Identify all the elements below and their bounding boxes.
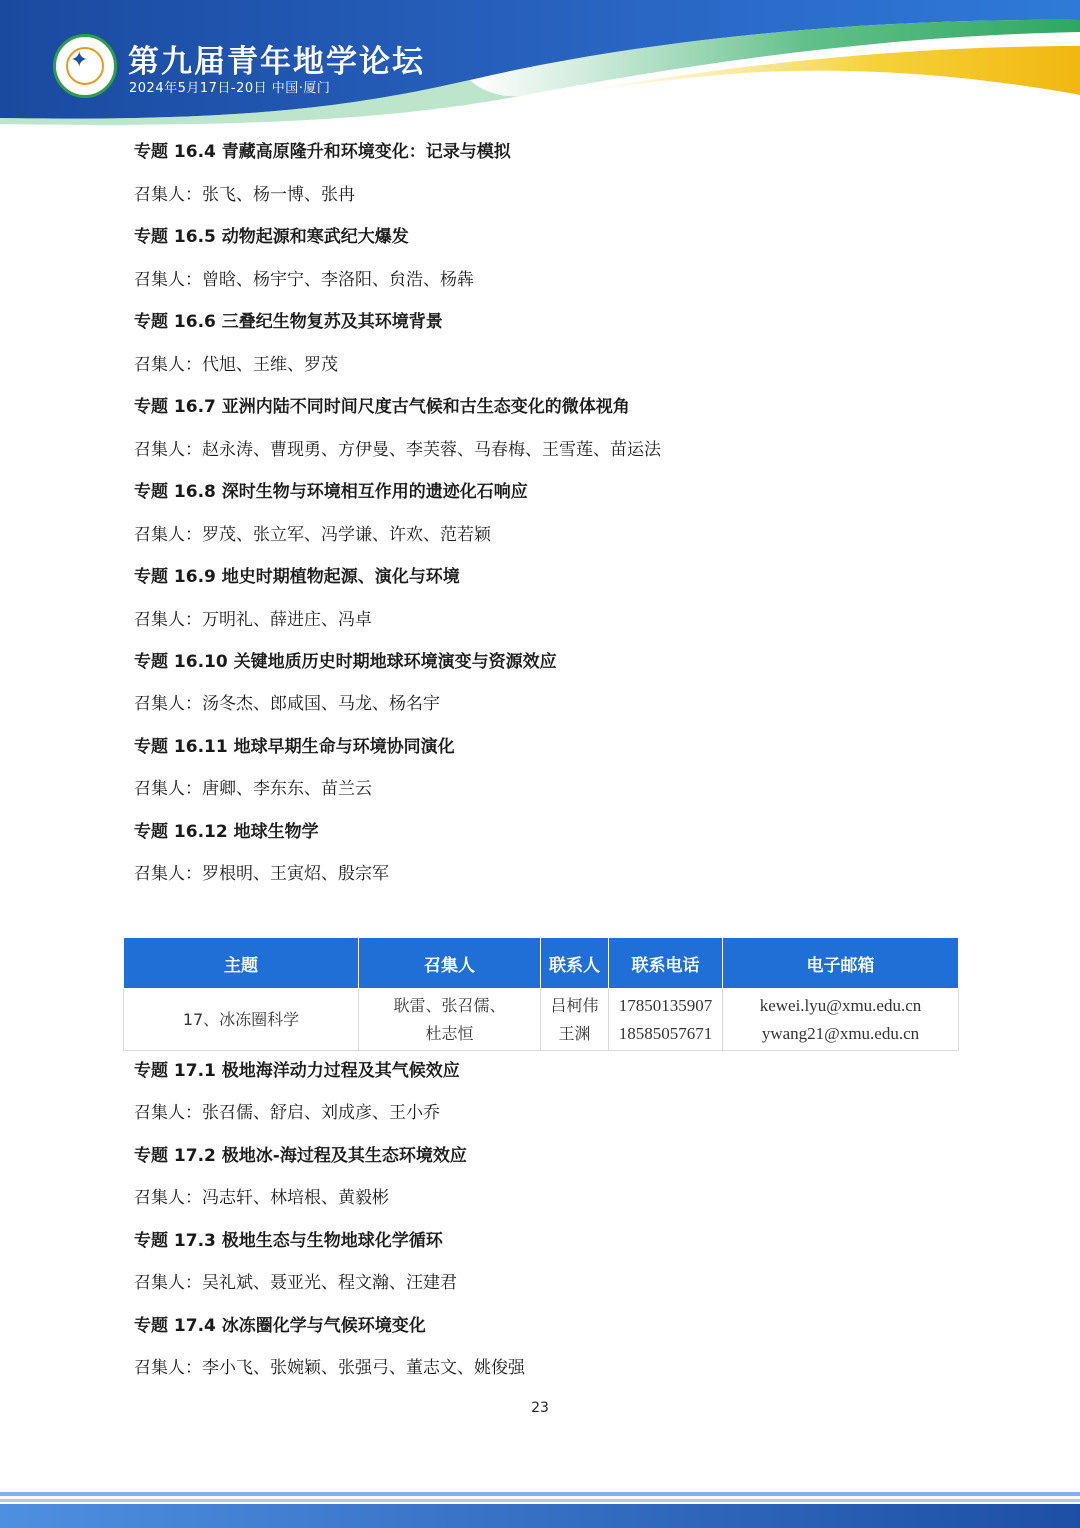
- cell-emails: [723, 989, 959, 1051]
- conveners-17-1: 召集人：张召儒、舒启、刘成彦、王小乔: [134, 1103, 440, 1123]
- topic-16-11: 专题 16.11 地球早期生命与环境协同演化: [134, 737, 455, 757]
- table-header-row: [124, 938, 959, 989]
- logo-star-icon: ✦: [70, 48, 89, 73]
- forum-logo: [53, 34, 117, 98]
- conveners-16-4: 召集人：张飞、杨一博、张冉: [134, 185, 355, 205]
- phone-2: 18585057671: [618, 1023, 713, 1043]
- cell-conveners: [359, 989, 541, 1051]
- phone-1: 17850135907: [618, 995, 713, 1015]
- topic-16-6: 专题 16.6 三叠纪生物复苏及其环境背景: [134, 312, 443, 332]
- footer-stripes-graphic: [0, 1490, 1080, 1528]
- conveners-17-3: 召集人：吴礼斌、聂亚光、程文瀚、汪建君: [134, 1273, 457, 1293]
- header-phone: 联系电话: [609, 938, 723, 989]
- topic-16-7: 专题 16.7 亚洲内陆不同时间尺度古气候和古生态变化的微体视角: [134, 397, 630, 417]
- conveners-16-8: 召集人：罗茂、张立军、冯学谦、许欢、范若颖: [134, 525, 491, 545]
- header-title: 第九届青年地学论坛: [128, 44, 425, 80]
- theme-text: 17、冰冻圈科学: [182, 1009, 300, 1029]
- contact-1: 吕柯伟: [550, 995, 599, 1015]
- conveners-16-6: 召集人：代旭、王维、罗茂: [134, 355, 338, 375]
- header-theme: 主题: [124, 938, 359, 989]
- page-header: [0, 0, 1080, 125]
- topic-17-2: 专题 17.2 极地冰-海过程及其生态环境效应: [134, 1146, 467, 1166]
- email-2: ywang21@xmu.edu.cn: [761, 1023, 920, 1043]
- email-1: kewei.lyu@xmu.edu.cn: [759, 995, 922, 1015]
- conveners-17-4: 召集人：李小飞、张婉颖、张强弓、董志文、姚俊强: [134, 1358, 525, 1378]
- cell-theme: [124, 989, 359, 1051]
- contact-2: 王渊: [558, 1023, 591, 1043]
- conveners-16-11: 召集人：唐卿、李东东、苗兰云: [134, 779, 372, 799]
- cell-phones: [609, 989, 723, 1051]
- table-row: [124, 989, 959, 1051]
- theme-table: [123, 937, 959, 1051]
- conveners-16-7: 召集人：赵永涛、曹现勇、方伊曼、李芙蓉、马春梅、王雪莲、苗运法: [134, 440, 661, 460]
- topic-16-12: 专题 16.12 地球生物学: [134, 822, 319, 842]
- topic-17-4: 专题 17.4 冰冻圈化学与气候环境变化: [134, 1316, 426, 1336]
- topic-17-3: 专题 17.3 极地生态与生物地球化学循环: [134, 1231, 443, 1251]
- topic-16-10: 专题 16.10 关键地质历史时期地球环境演变与资源效应: [134, 652, 557, 672]
- page-number: 23: [531, 1400, 549, 1416]
- conveners-line-1: 耿雷、张召儒、: [393, 995, 506, 1015]
- page-footer: [0, 1490, 1080, 1528]
- topic-16-4: 专题 16.4 青藏高原隆升和环境变化：记录与模拟: [134, 142, 511, 162]
- header-email: 电子邮箱: [723, 938, 959, 989]
- conveners-line-2: 杜志恒: [425, 1023, 474, 1043]
- topic-16-8: 专题 16.8 深时生物与环境相互作用的遗迹化石响应: [134, 482, 528, 502]
- topic-16-5: 专题 16.5 动物起源和寒武纪大爆发: [134, 227, 409, 247]
- conveners-17-2: 召集人：冯志轩、林培根、黄毅彬: [134, 1188, 389, 1208]
- cell-contacts: [541, 989, 609, 1051]
- conveners-16-12: 召集人：罗根明、王寅炤、殷宗军: [134, 864, 389, 884]
- conveners-16-5: 召集人：曾晗、杨宇宁、李洛阳、贠浩、杨犇: [134, 270, 474, 290]
- conveners-16-9: 召集人：万明礼、薛进庄、冯卓: [134, 610, 372, 630]
- header-subtitle: 2024年5月17日-20日 中国·厦门: [129, 81, 331, 96]
- topic-16-9: 专题 16.9 地史时期植物起源、演化与环境: [134, 567, 460, 587]
- header-conveners: 召集人: [359, 938, 541, 989]
- header-contact: 联系人: [541, 938, 609, 989]
- topic-17-1: 专题 17.1 极地海洋动力过程及其气候效应: [134, 1061, 460, 1081]
- conveners-16-10: 召集人：汤冬杰、郎咸国、马龙、杨名宇: [134, 694, 440, 714]
